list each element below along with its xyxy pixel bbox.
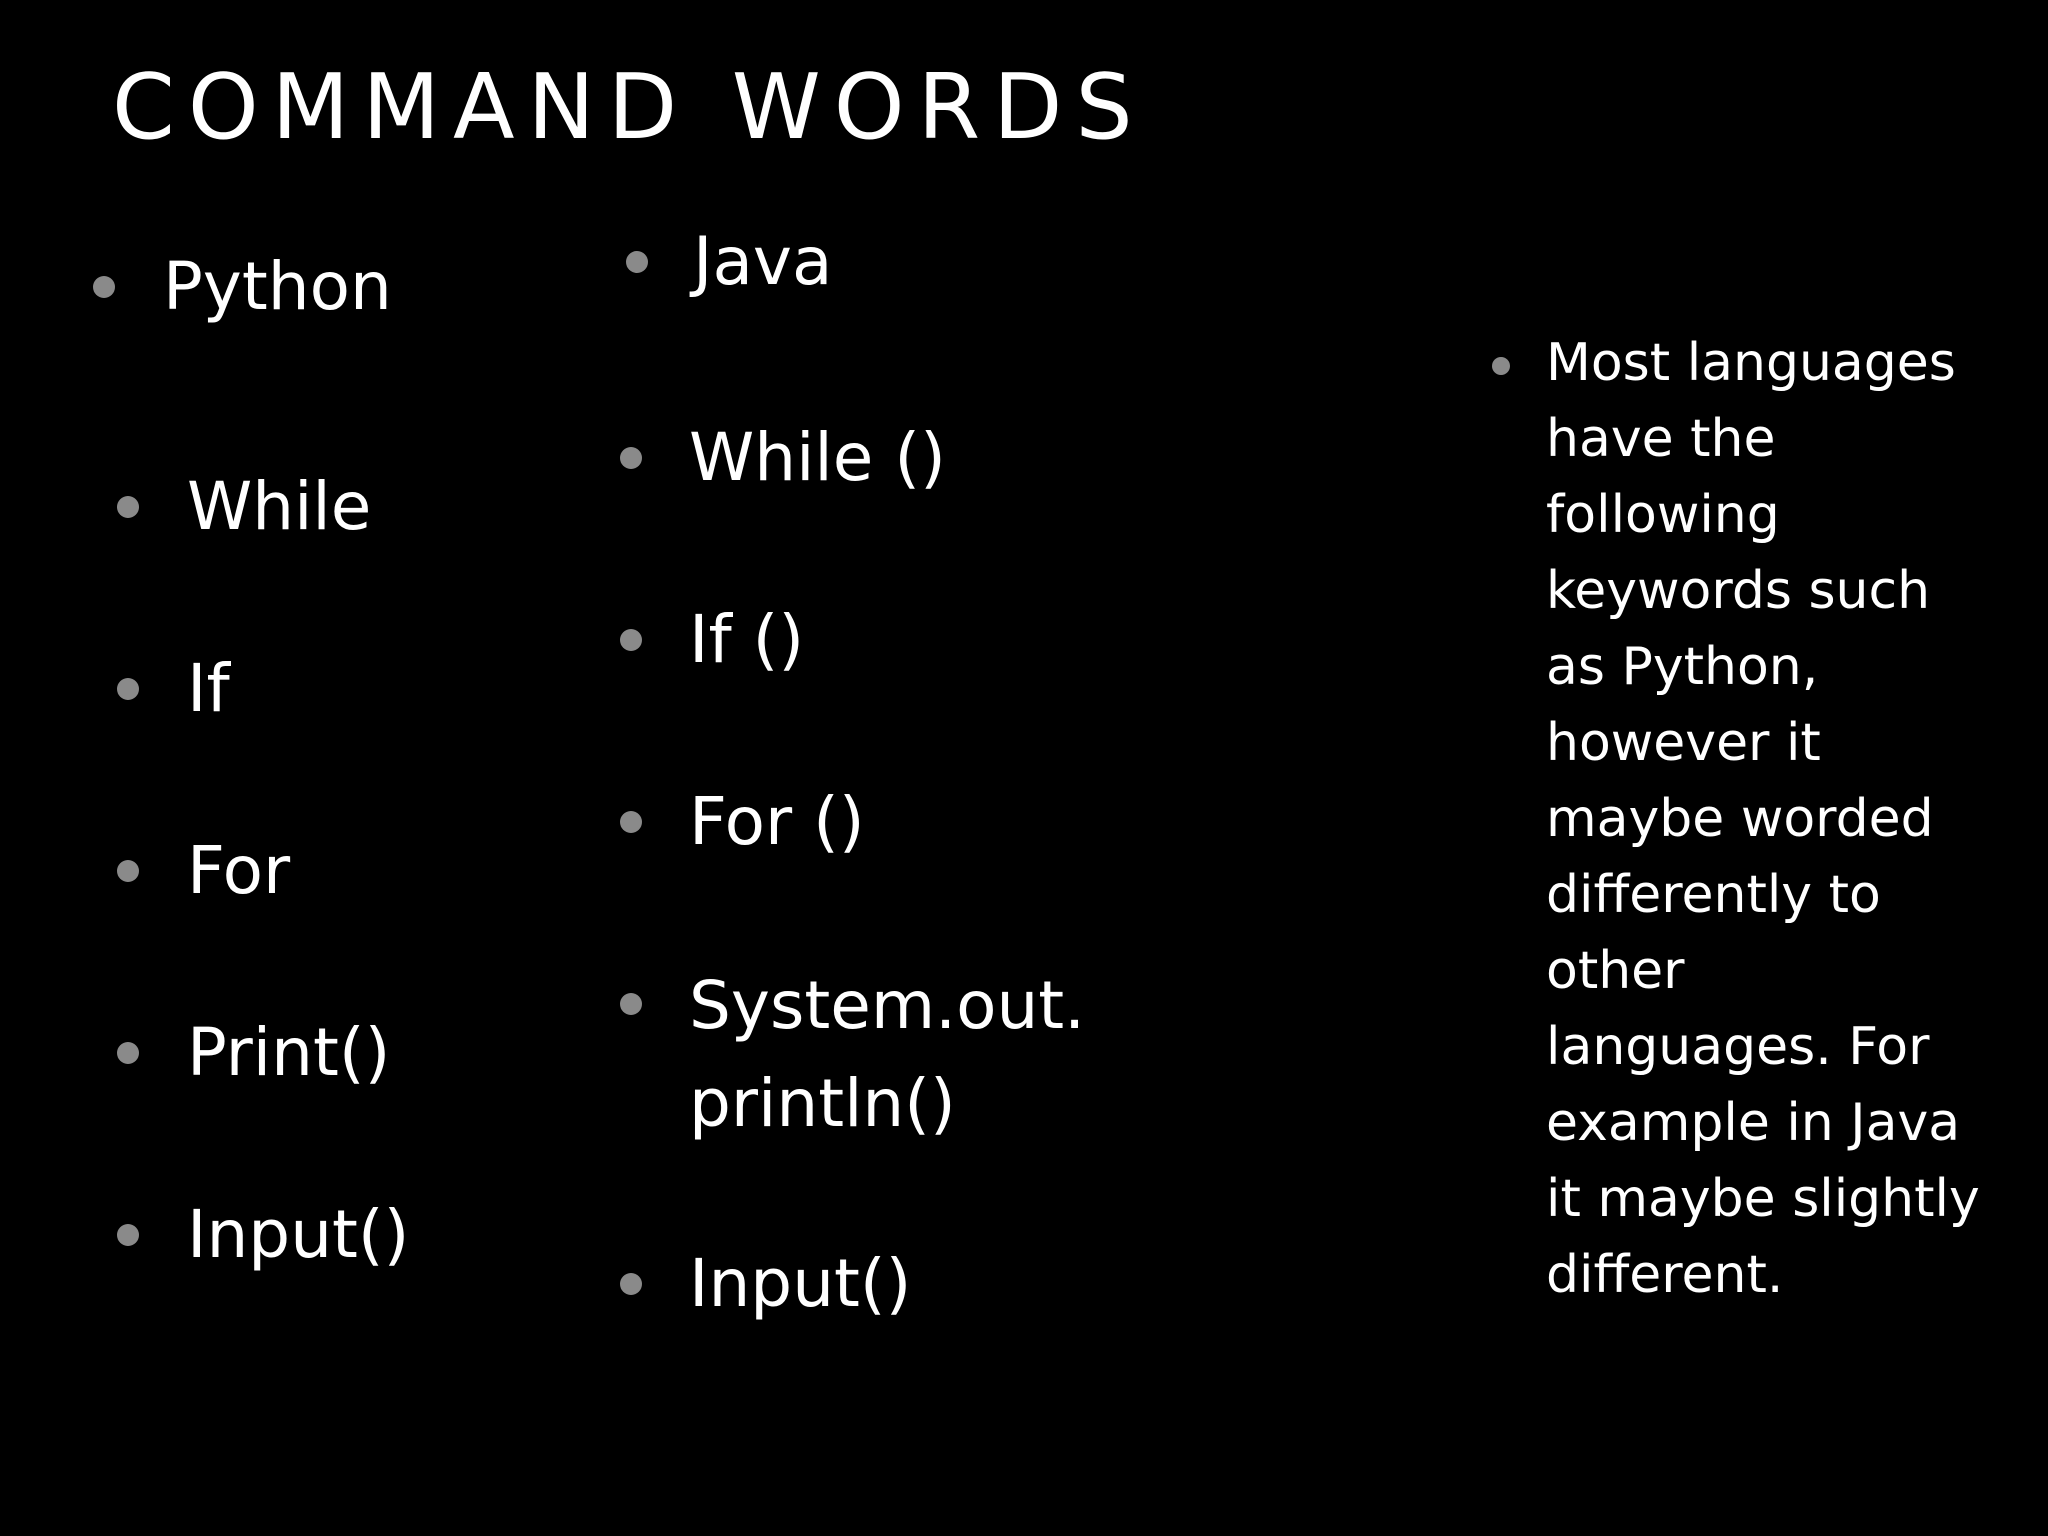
python-item-print: Print() (187, 1014, 391, 1091)
slide-title: COMMAND WORDS (112, 55, 1146, 160)
java-item-if: If () (689, 601, 805, 678)
bullet-icon (620, 447, 642, 469)
python-heading: Python (163, 248, 392, 325)
note-text: Most languages have the following keywords such as Python, however it maybe worded differently to other languages. For example in Java it maybe slightly different. (1546, 333, 1980, 1305)
bullet-icon (626, 251, 648, 273)
python-item-input: Input() (187, 1196, 410, 1273)
bullet-icon (93, 276, 115, 298)
bullet-icon (117, 678, 139, 700)
java-item-for: For () (689, 783, 865, 860)
bullet-icon (117, 1224, 139, 1246)
java-item-println: System.out. println() (689, 967, 1086, 1142)
java-item-while: While () (689, 419, 946, 496)
bullet-icon (1492, 357, 1510, 375)
bullet-icon (117, 860, 139, 882)
bullet-icon (620, 1273, 642, 1295)
java-heading: Java (693, 223, 833, 300)
bullet-icon (620, 993, 642, 1015)
python-item-while: While (187, 468, 372, 545)
bullet-icon (620, 811, 642, 833)
python-item-for: For (187, 832, 291, 909)
bullet-icon (620, 629, 642, 651)
bullet-icon (117, 496, 139, 518)
java-item-input: Input() (689, 1245, 912, 1322)
python-item-if: If (187, 650, 230, 727)
bullet-icon (117, 1042, 139, 1064)
